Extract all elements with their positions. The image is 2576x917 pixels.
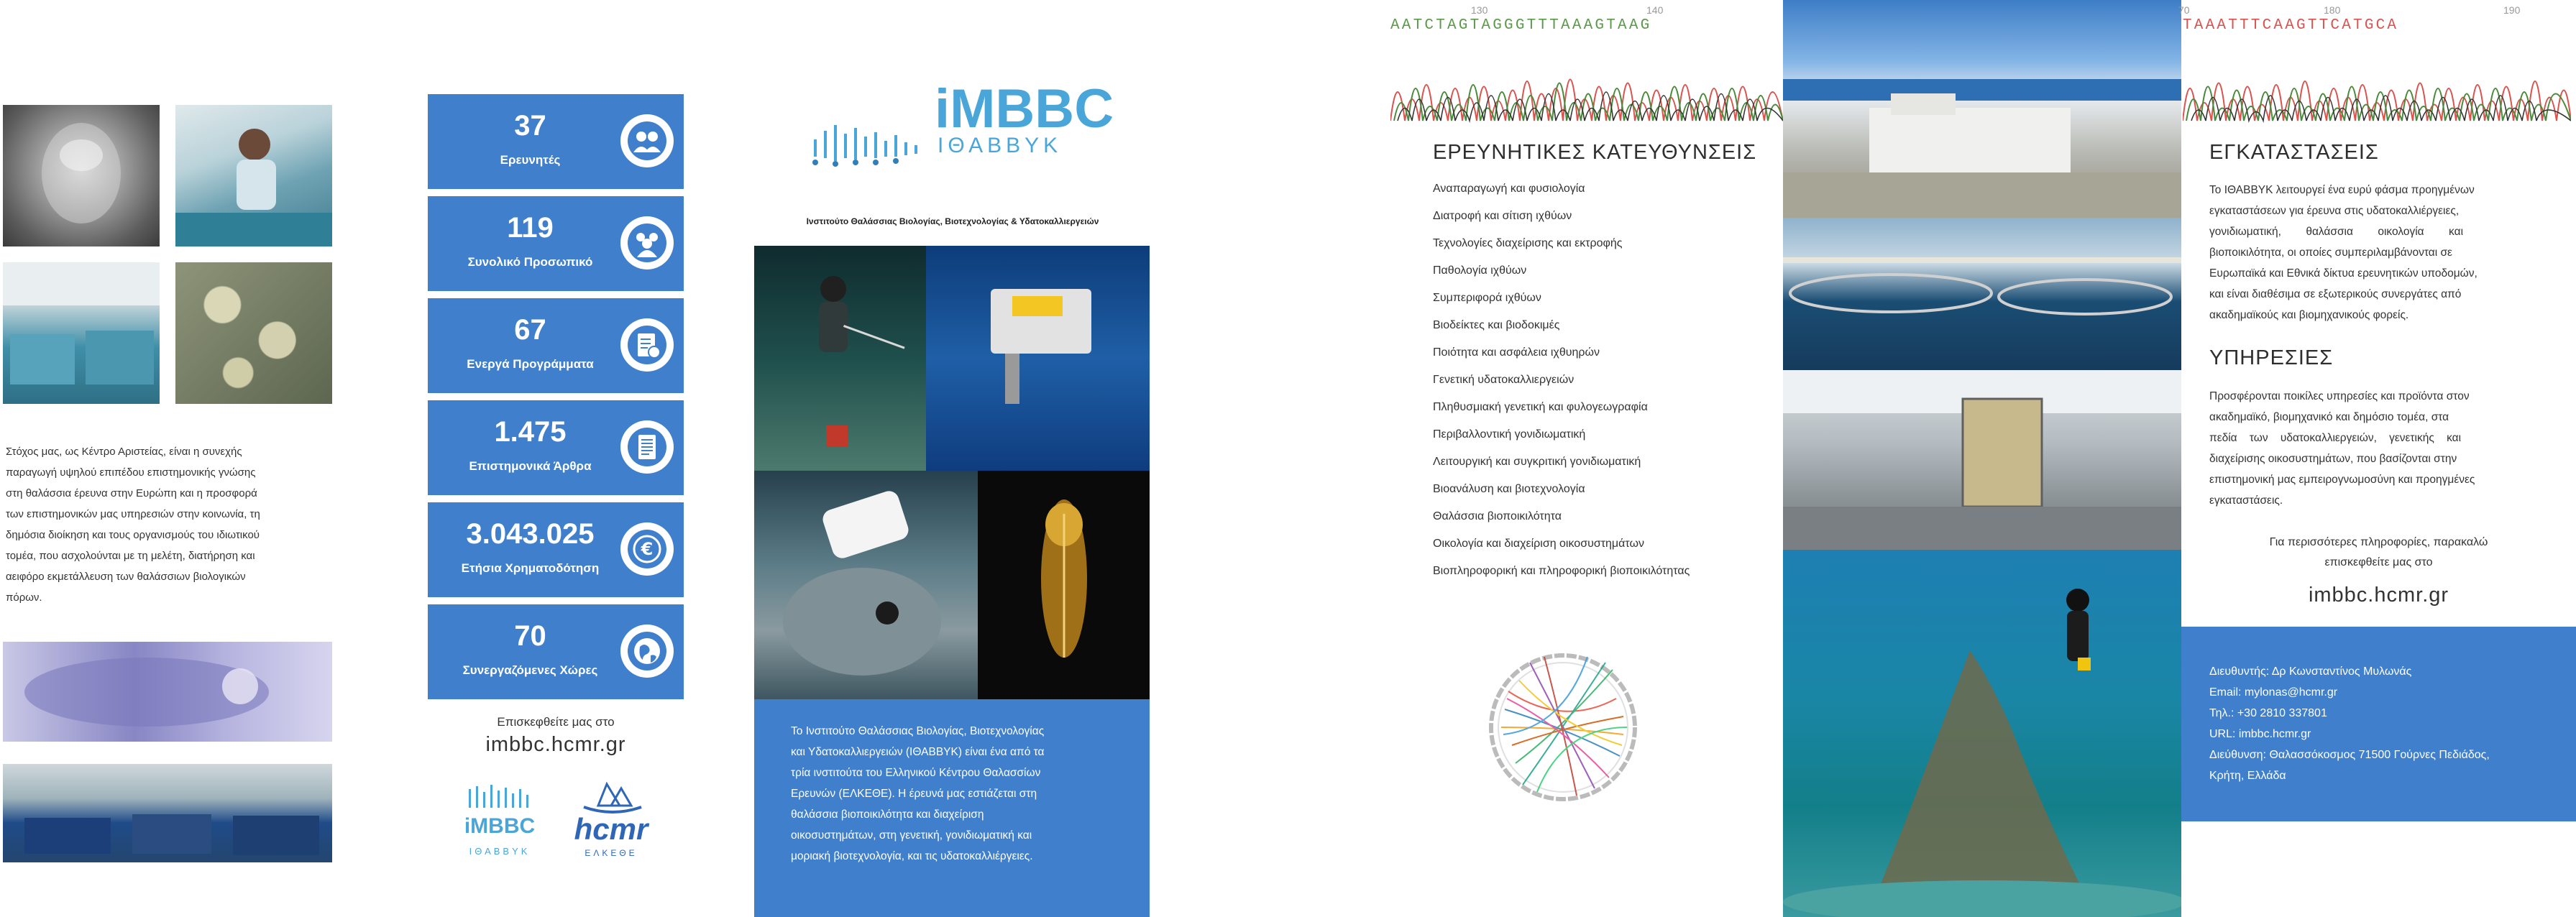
photo-larva-sem — [3, 105, 160, 246]
photo-rov-vehicle — [926, 246, 1150, 471]
research-title: ΕΡΕΥΝΗΤΙΚΕΣ ΚΑΤΕΥΘΥΝΣΕΙΣ — [1433, 141, 1757, 164]
research-list-item: Τεχνολογίες διαχείρισης και εκτροφής — [1433, 237, 1623, 249]
research-list-item: Αναπαραγωγή και φυσιολογία — [1433, 183, 1585, 195]
stat-total-staff — [428, 196, 684, 291]
cover-description-line: Ερευνών (ΕΛΚΕΘΕ). Η έρευνά μας εστιάζεται στη — [791, 788, 1037, 800]
staff-group-icon — [620, 216, 674, 269]
chromatogram-tick: 70 — [2178, 4, 2190, 16]
photo-fish-handling — [754, 471, 978, 699]
stat-label: Ετήσια Χρηματοδότηση — [461, 561, 600, 575]
photo-lab-worker — [175, 105, 332, 246]
logo-small-title: iMBBC — [464, 814, 536, 838]
more-info-line: Για περισσότερες πληροφορίες, παρακαλώ — [2269, 536, 2488, 548]
research-list-item: Διατροφή και σίτιση ιχθύων — [1433, 210, 1572, 222]
stat-number: 1.475 — [494, 416, 567, 448]
stats-visit-label: Επισκεφθείτε μας στο — [497, 715, 615, 729]
contact-phone: Τηλ.: +30 2810 337801 — [2209, 707, 2327, 719]
stat-number: 37 — [514, 110, 546, 142]
stat-partner-countries — [428, 604, 684, 699]
chromatogram-peaks — [1390, 34, 1783, 126]
photo-fish-skeleton-stain — [978, 471, 1150, 699]
services-line: Προσφέρονται ποικίλες υπηρεσίες και προϊόντα στον — [2209, 390, 2470, 402]
euro-icon — [620, 522, 674, 576]
chromatogram-tick: 190 — [2503, 4, 2521, 16]
research-list-item: Λειτουργική και συγκριτική γονιδιωματική — [1433, 456, 1641, 468]
institute-name: Ινστιτούτο Θαλάσσιας Βιολογίας, Βιοτεχνολογίας & Υδατοκαλλιεργειών — [806, 216, 1099, 226]
research-list-item: Βιοπληροφορική και πληροφορική βιοποικιλότητας — [1433, 565, 1690, 577]
research-list-item: Πληθυσμιακή γενετική και φυλογεωγραφία — [1433, 401, 1648, 413]
intro-line: πόρων. — [6, 591, 42, 604]
stat-annual-funding — [428, 502, 684, 597]
stat-active-programs — [428, 298, 684, 393]
globe-icon — [620, 625, 674, 678]
facilities-line: και είναι διαθέσιμα σε εξωτερικούς συνεργάτες από — [2209, 288, 2462, 300]
chromatogram-sequence: AATCTAGTAGGGTTTAAAGTAAG — [1390, 17, 1652, 34]
research-list-item: Περιβαλλοντική γονιδιωματική — [1433, 428, 1586, 441]
contact-url[interactable]: URL: imbbc.hcmr.gr — [2209, 728, 2311, 740]
logo-waveform-icon — [464, 783, 536, 812]
intro-line: στη θαλάσσια έρευνα στην Ευρώπη και η προσφορά — [6, 487, 257, 499]
researchers-icon — [620, 114, 674, 167]
chromatogram-tick: 130 — [1471, 4, 1488, 16]
cover-description-line: μοριακή βιοτεχνολογία, και τις υδατοκαλλιέργειες. — [791, 850, 1033, 862]
stat-label: Επιστημονικά Άρθρα — [469, 459, 592, 473]
logo-main-title: iMBBC — [935, 78, 1114, 139]
facilities-line: εγκαταστάσεων για έρευνα στις υδατοκαλλιέργειες, — [2209, 205, 2460, 217]
logo-small-subtitle: ΙΘΑΒΒΥΚ — [469, 846, 531, 857]
photo-research-vessel-equipment — [1783, 370, 2181, 550]
stat-number: 119 — [507, 212, 554, 244]
intro-line: δημόσια διοίκηση και τους οργανισμούς του ιδιωτικού — [6, 529, 260, 541]
facilities-line: ακαδημαϊκούς και βιομηχανικούς φορείς. — [2209, 309, 2409, 321]
stats-visit-url[interactable]: imbbc.hcmr.gr — [485, 733, 626, 756]
stat-label: Ερευνητές — [500, 153, 561, 167]
more-info-line: επισκεφθείτε μας στο — [2324, 556, 2433, 568]
services-line: επιστημονική μας εμπειρογνωμοσύνη και προηγμένες — [2209, 474, 2475, 486]
photo-institute-building — [1783, 0, 2181, 218]
intro-line: αειφόρο εκμετάλλευση των θαλάσσιων βιολογικών — [6, 571, 246, 583]
intro-line: παραγωγή υψηλού επιπέδου επιστημονικής γνώσης — [6, 466, 256, 479]
facilities-line: βιοποικιλότητα, οι οποίες συμπεριλαμβάνονται σε — [2209, 246, 2452, 259]
cover-description-line: θαλάσσια βιοποικιλότητα και διαχείριση — [791, 808, 984, 821]
cover-description-line: Το Ινστιτούτο Θαλάσσιας Βιολογίας, Βιοτεχνολογίας — [791, 725, 1045, 737]
photo-histology-section — [3, 642, 332, 742]
facilities-line: Ευρωπαϊκά και Εθνικά δίκτυα ερευνητικών υποδομών, — [2209, 267, 2478, 280]
chromatogram-sequence: TAAATTTCAAGTTCATGCA — [2183, 17, 2399, 34]
stat-label: Ενεργά Προγράμματα — [467, 357, 594, 371]
cover-description-line: οικοσυστημάτων, στη γενετική, γονιδιωματική και — [791, 829, 1032, 842]
photo-rearing-room — [3, 764, 332, 862]
research-list-item: Οικολογία και διαχείριση οικοσυστημάτων — [1433, 538, 1644, 550]
circos-genome-plot — [1480, 619, 1646, 844]
photo-fish-tanks — [3, 262, 160, 404]
services-title: ΥΠΗΡΕΣΙΕΣ — [2209, 346, 2334, 369]
facilities-line: γονιδιωματική, θαλάσσια οικολογία και — [2209, 226, 2464, 238]
research-list-item: Ποιότητα και ασφάλεια ιχθυηρών — [1433, 346, 1600, 359]
photo-artificial-reef-diver — [1783, 550, 2181, 917]
logo-waveform-icon — [811, 121, 927, 168]
stat-label: Συνεργαζόμενες Χώρες — [462, 663, 598, 677]
facilities-title: ΕΓΚΑΤΑΣΤΑΣΕΙΣ — [2209, 141, 2379, 164]
contact-email[interactable]: Email: mylonas@hcmr.gr — [2209, 686, 2338, 699]
more-info-url[interactable]: imbbc.hcmr.gr — [2308, 584, 2449, 607]
cover-description-line: και Υδατοκαλλιεργειών (ΙΘΑΒΒΥΚ) είναι ένα από τα — [791, 746, 1045, 758]
logo-main-subtitle: ΙΘΑΒΒΥΚ — [938, 134, 1063, 157]
stat-number: 3.043.025 — [466, 518, 595, 550]
intro-line: των επιστημονικών μας υπηρεσιών στην κοινωνία, τη — [6, 508, 260, 520]
research-list-item: Βιοανάλυση και βιοτεχνολογία — [1433, 483, 1585, 495]
stat-label: Συνολικό Προσωπικό — [467, 255, 593, 269]
services-line: διαχείρισης οικοσυστημάτων, που βασίζονται στην — [2209, 453, 2457, 465]
hcmr-logo-subtitle: ΕΛΚΕΘΕ — [585, 848, 638, 858]
photo-diver-survey — [754, 246, 926, 471]
facilities-line: Το ΙΘΑΒΒΥΚ λειτουργεί ένα ευρύ φάσμα προηγμένων — [2209, 184, 2475, 196]
research-list-item: Γενετική υδατοκαλλιεργειών — [1433, 374, 1575, 386]
contact-director: Διευθυντής: Δρ Κωνσταντίνος Μυλωνάς — [2209, 665, 2412, 678]
research-list-item: Συμπεριφορά ιχθύων — [1433, 292, 1541, 304]
photo-sea-cages — [1783, 218, 2181, 370]
stat-researchers — [428, 94, 684, 189]
svg-text:€: € — [641, 539, 654, 559]
cover-description-line: τρία ινστιτούτα του Ελληνικού Κέντρου Θαλασσίων — [791, 767, 1041, 779]
hcmr-logo-title: hcmr — [574, 812, 648, 846]
research-list-item: Βιοδείκτες και βιοδοκιμές — [1433, 319, 1560, 331]
stat-scientific-articles — [428, 400, 684, 495]
programs-checklist-icon — [620, 318, 674, 372]
stat-number: 70 — [514, 620, 546, 652]
intro-line: Στόχος μας, ως Κέντρο Αριστείας, είναι η συνεχής — [6, 446, 242, 458]
research-list-item: Παθολογία ιχθύων — [1433, 264, 1527, 277]
contact-box — [2181, 627, 2576, 821]
chromatogram-tick: 180 — [2324, 4, 2341, 16]
contact-address-region: Κρήτη, Ελλάδα — [2209, 770, 2286, 782]
chromatogram-peaks — [2183, 34, 2571, 126]
intro-line: τομέα, που ασχολούνται με τη μελέτη, διατήρηση και — [6, 550, 255, 562]
stat-number: 67 — [514, 314, 546, 346]
contact-address: Διεύθυνση: Θαλασσόκοσμος 71500 Γούρνες Πεδιάδος, — [2209, 749, 2490, 761]
chromatogram-tick: 140 — [1646, 4, 1664, 16]
research-list-item: Θαλάσσια βιοποικιλότητα — [1433, 510, 1562, 522]
photo-fish-eggs — [175, 262, 332, 404]
services-line: εγκαταστάσεις. — [2209, 494, 2283, 507]
services-line: πεδία των υδατοκαλλιεργειών, γενετικής και — [2209, 432, 2462, 444]
articles-document-icon — [620, 420, 674, 474]
services-line: ακαδημαϊκό, βιομηχανικό και δημόσιο τομέα, στα — [2209, 411, 2449, 423]
